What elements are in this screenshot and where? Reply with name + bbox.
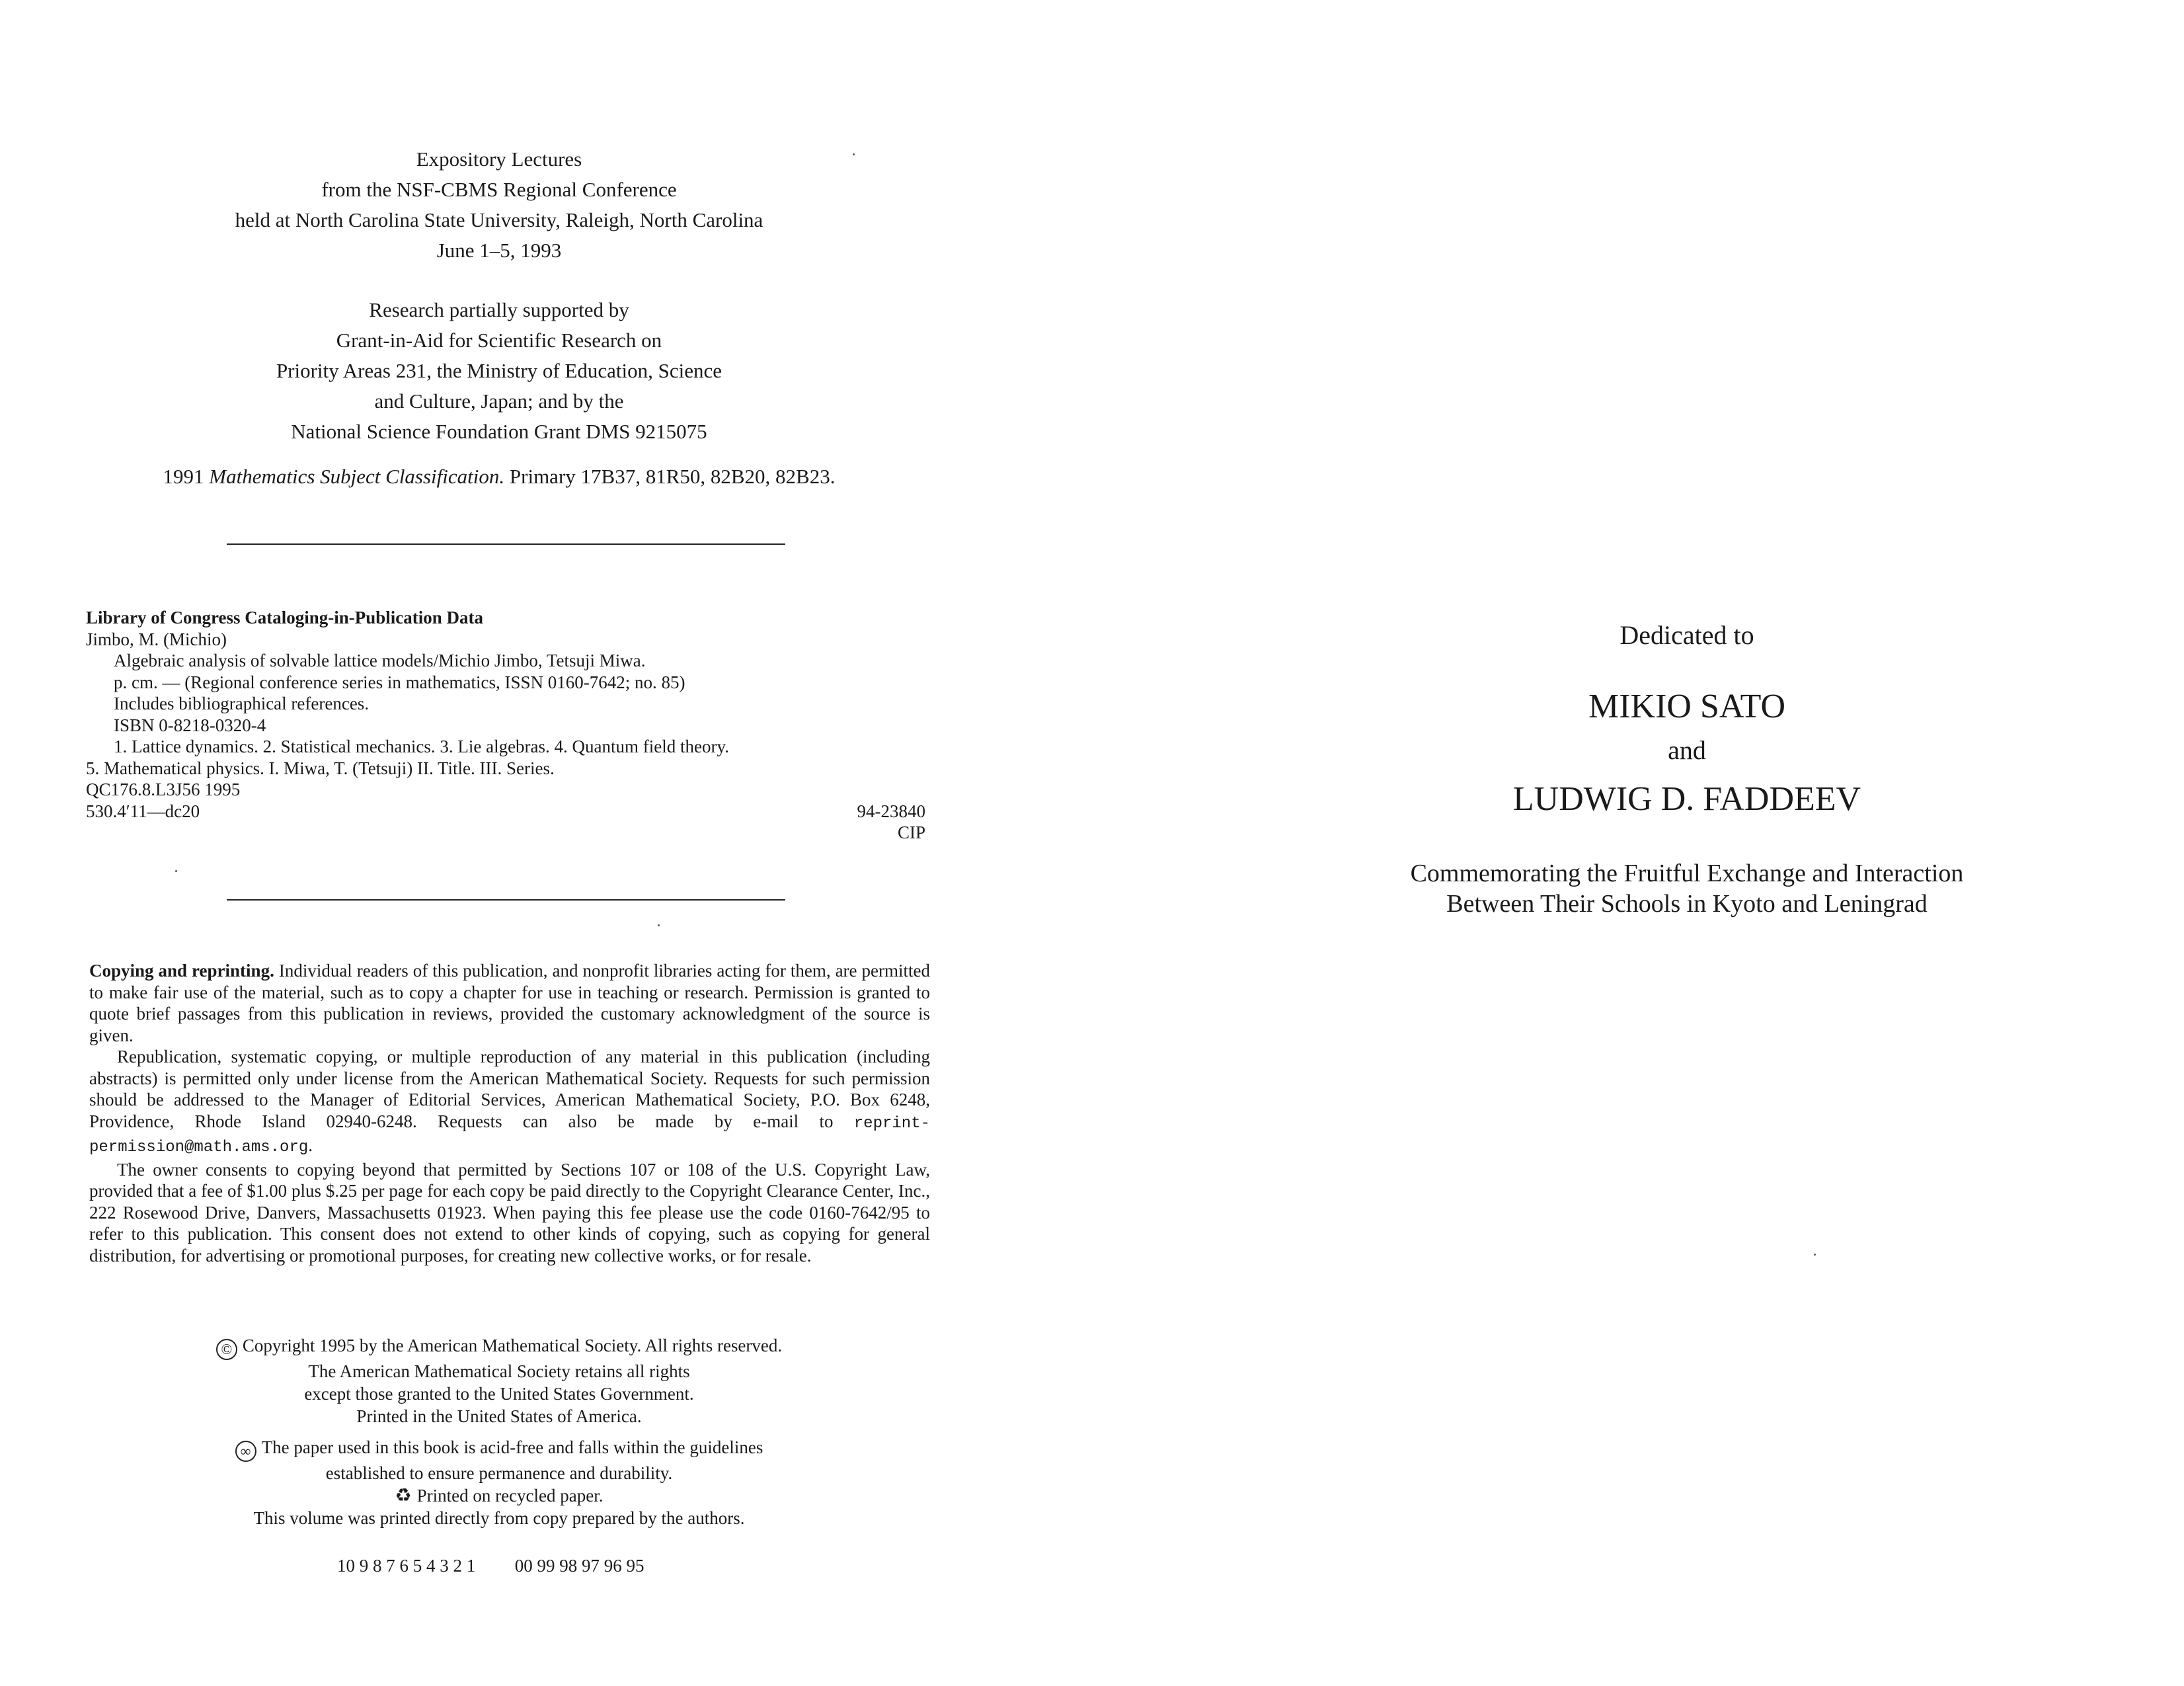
acid-free-paper-icon: ∞ bbox=[235, 1441, 256, 1462]
copyright-line: except those granted to the United States Government. bbox=[304, 1384, 694, 1404]
support-line: Priority Areas 231, the Ministry of Education, Science bbox=[276, 359, 722, 382]
msc-label: Mathematics Subject Classification. bbox=[209, 465, 505, 488]
speck bbox=[175, 870, 177, 872]
cip-series: p. cm. — (Regional conference series in mathematics, ISSN 0160-7642; no. 85) bbox=[114, 672, 685, 692]
speck bbox=[658, 924, 660, 926]
cip-subjects: 1. Lattice dynamics. 2. Statistical mechanics. 3. Lie algebras. 4. Quantum field theory. bbox=[114, 737, 729, 756]
msc-year: 1991 bbox=[163, 465, 204, 488]
cip-block bbox=[86, 607, 925, 844]
cip-lccn: 94-23840 bbox=[857, 801, 925, 821]
support-line: Grant-in-Aid for Scientific Research on bbox=[336, 329, 662, 352]
copyright-icon: © bbox=[216, 1339, 237, 1360]
paper-line: The paper used in this book is acid-free and falls within the guidelines bbox=[261, 1437, 763, 1457]
cip-call-number: QC176.8.L3J56 1995 bbox=[86, 780, 241, 799]
paper-line: Printed on recycled paper. bbox=[416, 1486, 604, 1505]
copying-notice bbox=[89, 960, 930, 1266]
printing-numbers bbox=[337, 1555, 800, 1577]
consent-paragraph bbox=[89, 1159, 930, 1267]
cip-references: Includes bibliographical references. bbox=[114, 694, 370, 713]
copyright-notice bbox=[119, 1334, 879, 1427]
cip-label: CIP bbox=[897, 823, 925, 842]
copying-heading: Copying and reprinting. bbox=[89, 961, 274, 981]
printing-years: 00 99 98 97 96 95 bbox=[514, 1556, 644, 1576]
republication-paragraph: Republication, systematic copying, or multiple reproduction of any material in this publication (including abstracts) is permitted only under license from the American Mathematical Society. Requests for such permission should be addressed to the Manager of Editorial Services, American Mathematical Society, P.O. Box 6248, Providence, Rhode Island 02940-6248. Requests can also be made by e-mail to reprint-permission@math.ams.org. bbox=[89, 1047, 930, 1156]
support-line: National Science Foundation Grant DMS 9215075 bbox=[291, 420, 707, 443]
copyright-line: The American Mathematical Society retains all rights bbox=[308, 1361, 690, 1381]
paper-line: established to ensure permanence and durability. bbox=[325, 1463, 673, 1483]
permission-email[interactable]: reprint-permission@math.ams.org bbox=[89, 1114, 930, 1156]
dedication-page bbox=[1092, 0, 2184, 1686]
cip-heading: Library of Congress Cataloging-in-Publication Data bbox=[86, 608, 484, 627]
support-line: Research partially supported by bbox=[369, 298, 629, 321]
speck bbox=[1814, 1254, 1816, 1256]
subject-classification bbox=[119, 462, 879, 492]
printing-run: 10 9 8 7 6 5 4 3 2 1 bbox=[337, 1556, 476, 1576]
conference-line: held at North Carolina State University, Raleigh, North Carolina bbox=[235, 208, 763, 231]
copyright-line: Copyright 1995 by the American Mathematical Society. All rights reserved. bbox=[242, 1336, 783, 1355]
dedication-block bbox=[1290, 619, 2084, 919]
republication-text: Republication, systematic copying, or multiple reproduction of any material in this publication (including abstracts) is permitted only under license from the American Mathematical Society. Requests for such permission should be addressed to the Manager of Editorial Services, American Mathematical Society, P.O. Box 6248, Providence, Rhode Island 02940-6248. Requests can also be made by e-mail to bbox=[89, 1047, 930, 1131]
msc-value: Primary 17B37, 81R50, 82B20, 82B23. bbox=[509, 465, 836, 488]
cip-isbn: ISBN 0-8218-0320-4 bbox=[114, 715, 266, 735]
dedicatee-name: MIKIO SATO bbox=[1588, 688, 1786, 725]
copying-paragraph bbox=[89, 960, 930, 1046]
dedicated-to: Dedicated to bbox=[1619, 620, 1754, 650]
copyright-line: Printed in the United States of America. bbox=[356, 1406, 642, 1426]
commemoration-line: Between Their Schools in Kyoto and Leningrad bbox=[1446, 890, 1928, 918]
support-line: and Culture, Japan; and by the bbox=[374, 389, 624, 413]
recycle-icon: ♻ bbox=[395, 1484, 412, 1506]
paper-notice bbox=[119, 1436, 879, 1529]
cip-dewey: 530.4′11—dc20 bbox=[86, 801, 200, 821]
conference-line: Expository Lectures bbox=[416, 147, 582, 171]
divider-rule bbox=[227, 543, 785, 545]
cip-classification-row bbox=[86, 801, 925, 823]
cip-title: Algebraic analysis of solvable lattice models/Michio Jimbo, Tetsuji Miwa. bbox=[114, 651, 646, 670]
cip-label-row bbox=[86, 822, 925, 844]
dedicatee-name: LUDWIG D. FADDEEV bbox=[1512, 780, 1861, 818]
copying-text: Individual readers of this publication, and nonprofit libraries acting for them, are permitted to make fair use of the material, such as to copy a chapter for use in teaching or research. Permission is granted to quote brief passages from this publication in reviews, provided the customary acknowledgment of the source is given. bbox=[89, 961, 930, 1045]
speck bbox=[853, 153, 855, 155]
divider-rule bbox=[227, 899, 785, 901]
commemoration-line: Commemorating the Fruitful Exchange and Interaction bbox=[1410, 860, 1964, 887]
consent-text: The owner consents to copying beyond that permitted by Sections 107 or 108 of the U.S. Copyright Law, provided that a fee of $1.00 plus $.25 per page for each copy be paid directly to the Copyright Clearance Center, Inc., 222 Rosewood Drive, Danvers, Massachusetts 01923. When paying this fee please use the code 0160-7642/95 to refer to this publication. This consent does not extend to other kinds of copying, such as copying for general distribution, for advertising or promotional purposes, for creating new collective works, or for resale. bbox=[89, 1159, 930, 1265]
dedication-and: and bbox=[1668, 735, 1706, 765]
cip-subjects: 5. Mathematical physics. I. Miwa, T. (Tetsuji) II. Title. III. Series. bbox=[86, 758, 555, 778]
conference-line: from the NSF-CBMS Regional Conference bbox=[321, 178, 677, 201]
cip-author: Jimbo, M. (Michio) bbox=[86, 629, 227, 649]
conference-info bbox=[119, 144, 879, 266]
paper-line: This volume was printed directly from copy prepared by the authors. bbox=[253, 1508, 745, 1528]
conference-line: June 1–5, 1993 bbox=[436, 239, 562, 262]
support-info bbox=[119, 295, 879, 447]
